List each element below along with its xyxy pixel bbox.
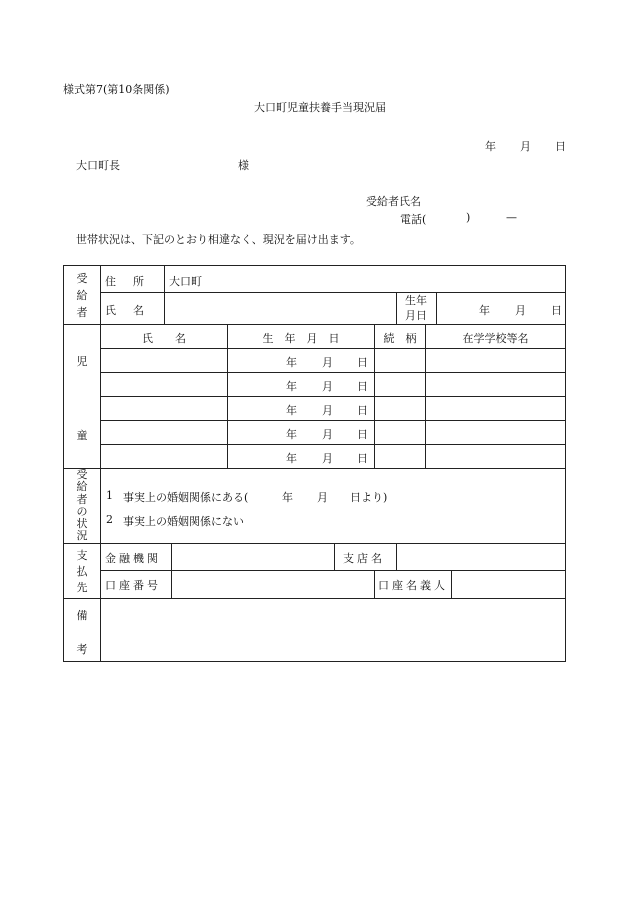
address-value: 大口町 bbox=[169, 275, 202, 288]
child-row-5-month: 月 bbox=[322, 452, 333, 465]
child-row-4-month: 月 bbox=[322, 428, 333, 441]
phone-close: ) bbox=[466, 211, 471, 224]
child-row-2-month: 月 bbox=[322, 380, 333, 393]
child-row-5-day: 日 bbox=[357, 452, 368, 465]
child-row-3-year: 年 bbox=[286, 404, 297, 417]
date-month: 月 bbox=[520, 140, 531, 153]
branch-label: 支店名 bbox=[343, 552, 385, 565]
form-number: 様式第7(第10条関係) bbox=[63, 83, 170, 96]
account-holder-label: 口座名義人 bbox=[378, 579, 448, 592]
recipient-birth-day: 日 bbox=[551, 304, 562, 317]
status-option-2-text: 事実上の婚姻関係にない bbox=[123, 515, 244, 528]
payment-section-label: 支 払 先 bbox=[76, 549, 88, 594]
child-row-1-day: 日 bbox=[357, 356, 368, 369]
statement: 世帯状況は、下記のとおり相違なく、現況を届け出ます。 bbox=[76, 233, 361, 246]
applicant-name-label: 受給者氏名 bbox=[366, 195, 421, 208]
child-row-1-year: 年 bbox=[286, 356, 297, 369]
date-year: 年 bbox=[485, 140, 496, 153]
status-option-1-day: 日より) bbox=[350, 491, 388, 504]
child-row-2-day: 日 bbox=[357, 380, 368, 393]
phone-label: 電話( bbox=[400, 213, 427, 226]
recipient-birth-year: 年 bbox=[479, 304, 490, 317]
status-option-1-month: 月 bbox=[317, 491, 328, 504]
status-option-1-text: 事実上の婚姻関係にある( bbox=[123, 491, 249, 504]
child-row-3-day: 日 bbox=[357, 404, 368, 417]
addressee-name: 大口町長 bbox=[76, 159, 120, 172]
status-option-1-year: 年 bbox=[282, 491, 293, 504]
phone-dash: — bbox=[506, 211, 517, 224]
account-number-label: 口座番号 bbox=[105, 579, 161, 592]
children-header-school: 在学学校等名 bbox=[462, 332, 529, 345]
status-option-1-num: 1 bbox=[106, 489, 113, 502]
remarks-section-label-1: 備 bbox=[76, 609, 88, 622]
child-row-2-year: 年 bbox=[286, 380, 297, 393]
children-section-label-1: 児 bbox=[76, 355, 88, 368]
remarks-section-label-2: 考 bbox=[76, 643, 88, 656]
recipient-name-label: 氏 名 bbox=[105, 304, 147, 317]
status-section-label: 受 給 者 の 状 況 bbox=[76, 468, 88, 543]
addressee-honorific: 様 bbox=[238, 159, 249, 172]
address-label: 住 所 bbox=[105, 275, 147, 288]
birth-label: 生年 月日 bbox=[405, 294, 427, 322]
recipient-section-label: 受 給 者 bbox=[76, 272, 88, 319]
child-row-1-month: 月 bbox=[322, 356, 333, 369]
bank-label: 金融機関 bbox=[105, 552, 161, 565]
status-option-2-num: 2 bbox=[106, 513, 113, 526]
date-day: 日 bbox=[555, 140, 566, 153]
children-header-relation: 続 柄 bbox=[383, 332, 417, 345]
children-section-label-2: 童 bbox=[76, 429, 88, 442]
form-title: 大口町児童扶養手当現況届 bbox=[254, 101, 386, 114]
form-table bbox=[63, 265, 566, 661]
child-row-4-year: 年 bbox=[286, 428, 297, 441]
child-row-3-month: 月 bbox=[322, 404, 333, 417]
recipient-birth-month: 月 bbox=[515, 304, 526, 317]
child-row-4-day: 日 bbox=[357, 428, 368, 441]
children-header-birth: 生 年 月 日 bbox=[262, 332, 340, 345]
child-row-5-year: 年 bbox=[286, 452, 297, 465]
children-header-name: 氏 名 bbox=[142, 332, 186, 345]
